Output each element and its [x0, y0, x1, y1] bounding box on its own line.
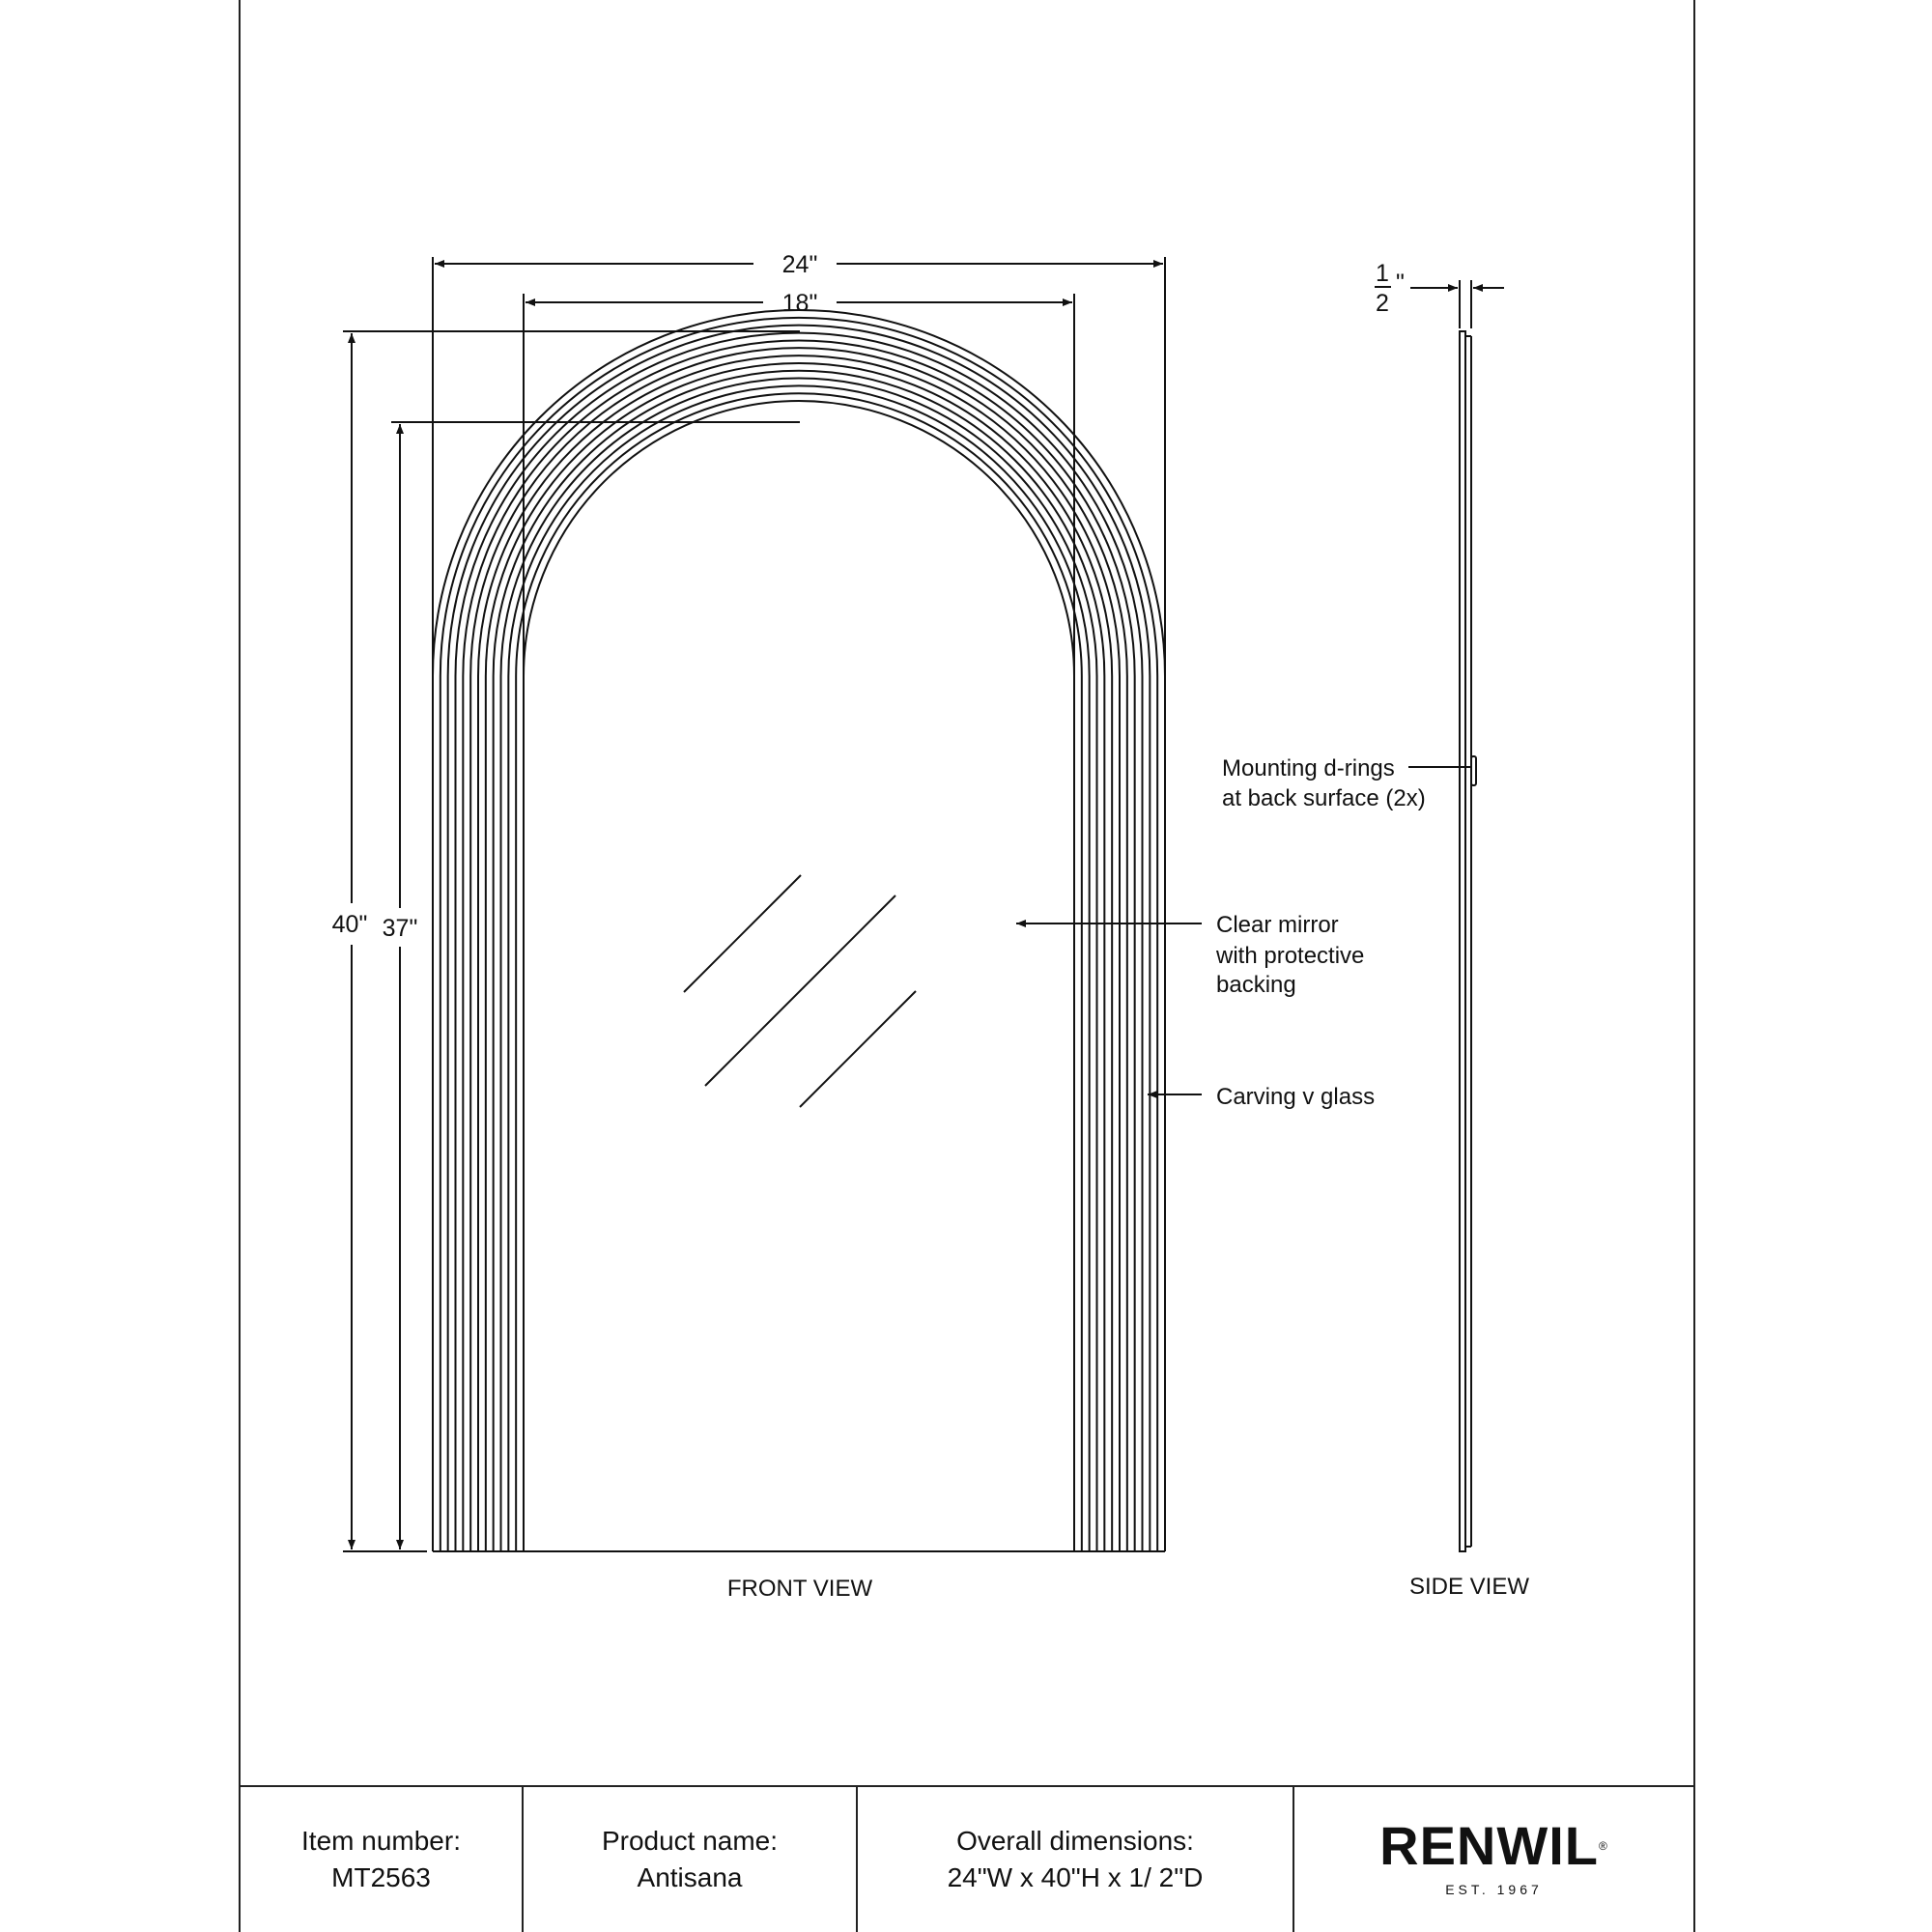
overall-dimensions-value: 24"W x 40"H x 1/ 2"D: [947, 1862, 1204, 1892]
overall-dimensions-cell: [858, 1787, 1294, 1932]
arch-groove-line: [501, 378, 1097, 1551]
mirror-callout-line1: Clear mirror: [1216, 912, 1339, 938]
registered-mark: ®: [1599, 1839, 1608, 1853]
product-name-value: Antisana: [637, 1862, 743, 1892]
side-view-profile: [1460, 331, 1476, 1551]
depth-denominator: 2: [1376, 290, 1389, 317]
arch-groove-line: [478, 355, 1120, 1551]
arch-groove-line: [486, 363, 1112, 1551]
product-name-label: Product name:: [601, 1826, 779, 1856]
mirror-callout-line3: backing: [1216, 972, 1296, 998]
overall-width-label: 24": [781, 251, 818, 278]
arch-groove-line: [456, 333, 1143, 1551]
d-rings-callout-line2: at back surface (2x): [1222, 785, 1426, 811]
brand-logo-name: RENWIL: [1379, 1815, 1599, 1876]
brand-logo: [1379, 1815, 1608, 1876]
mirror-glare-lines: [684, 875, 916, 1107]
brand-logo-cell: [1294, 1787, 1693, 1932]
item-number-value: MT2563: [331, 1862, 431, 1892]
item-number-label: Item number:: [301, 1826, 461, 1856]
carving-callout: Carving v glass: [1216, 1084, 1376, 1110]
d-rings-callout-line1: Mounting d-rings: [1222, 755, 1395, 781]
overall-height-label: 40": [331, 911, 368, 938]
item-number-cell: [241, 1787, 524, 1932]
overall-width-dimension: [433, 257, 1165, 1551]
product-name-cell: [524, 1787, 858, 1932]
brand-tagline: EST. 1967: [1445, 1882, 1543, 1897]
arch-groove-line: [516, 393, 1082, 1551]
mirror-callout-line2: with protective: [1216, 943, 1365, 969]
depth-inch-mark: ": [1396, 270, 1405, 297]
arch-groove-line: [470, 348, 1127, 1551]
arch-groove-line: [494, 371, 1105, 1551]
arch-frame-grooves: [433, 310, 1165, 1551]
arch-groove-line: [524, 401, 1074, 1551]
arch-groove-line: [508, 385, 1089, 1551]
inner-height-dimension: [391, 422, 800, 1549]
depth-dimension: [1375, 280, 1504, 328]
side-view-label: SIDE VIEW: [1408, 1574, 1530, 1600]
front-view-label: FRONT VIEW: [726, 1576, 873, 1602]
inner-height-label: 37": [382, 915, 418, 942]
inner-width-dimension: [524, 294, 1074, 676]
arch-groove-line: [448, 326, 1151, 1551]
inner-width-label: 18": [781, 290, 818, 317]
overall-dimensions-label: Overall dimensions:: [956, 1826, 1194, 1856]
title-block: [239, 1785, 1695, 1932]
arch-groove-line: [463, 341, 1134, 1551]
depth-numerator: 1: [1376, 260, 1389, 287]
